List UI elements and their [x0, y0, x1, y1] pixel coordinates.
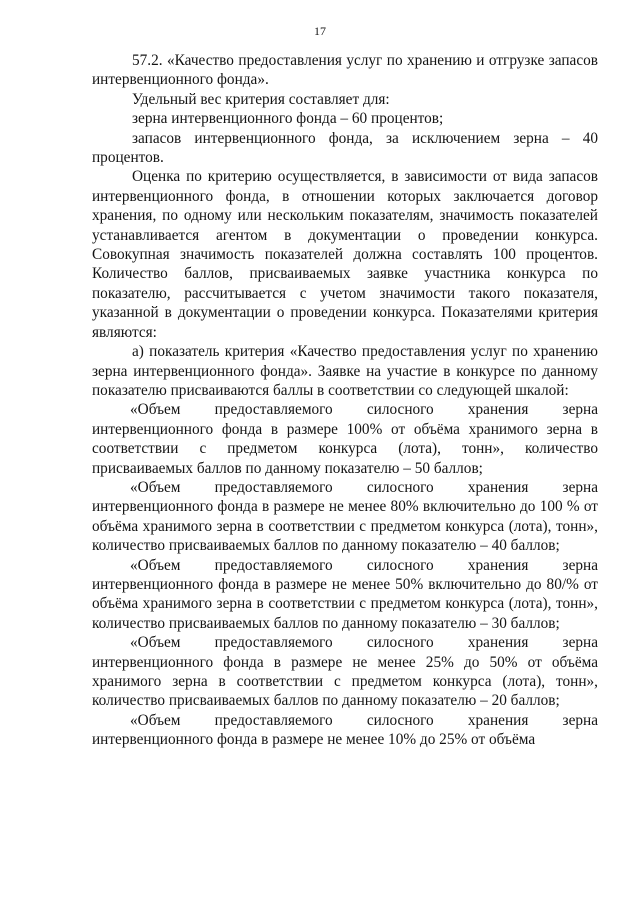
criterion-weight-grain: зерна интервенционного фонда – 60 процентов;	[132, 110, 444, 128]
indicator-a-paragraph: а) показатель критерия «Качество предоставления услуг по хранению зерна интервенционного фонда». Заявке на участие в конкурсе по данному показателю присваиваются баллы в соответствии со следующей шкалой:	[92, 343, 598, 399]
scale-item-50: «Объем предоставляемого силосного хранения зерна интервенционного фонда в размере не менее 50% включительно до 80/% от объёма хранимого зерна в соответствии с предметом конкурса (лота), тонн», количество присваиваемых баллов по данному показателю – 30 баллов;	[92, 556, 598, 632]
scale-item-10: «Объем предоставляемого силосного хранения зерна интервенционного фонда в размере не менее 10% до 25% от объёма	[92, 711, 598, 749]
scale-item-100: «Объем предоставляемого силосного хранения зерна интервенционного фонда в размере 100% от объёма хранимого зерна в соответствии с предметом конкурса (лота), тонн», количество присваиваемых баллов по данному показателю – 50 баллов;	[92, 401, 598, 477]
criterion-weight-intro: Удельный вес критерия составляет для:	[132, 90, 390, 108]
scale-item-80: «Объем предоставляемого силосного хранения зерна интервенционного фонда в размере не менее 80% включительно до 100 % от объёма хранимого зерна в соответствии с предметом конкурса (лота), тонн», количество присваиваемых баллов по данному показателю – 40 баллов;	[92, 478, 598, 555]
criterion-weight-other-stocks: запасов интервенционного фонда, за исключением зерна – 40 процентов.	[92, 129, 598, 167]
document-body	[92, 47, 598, 750]
section-heading-57-2: 57.2. «Качество предоставления услуг по хранению и отгрузке запасов интервенционного фонда».	[92, 52, 598, 89]
page-number: 17	[314, 24, 326, 38]
evaluation-paragraph: Оценка по критерию осуществляется, в зависимости от вида запасов интервенционного фонда, в отношении которых заключается договор хранения, по одному или нескольким показателям, значимость показателей устанавливается агентом в документации о проведении конкурса. Совокупная значимость показателей должна составлять 100 процентов. Количество баллов, присваиваемых заявке участника конкурса по показателю, рассчитывается с учетом значимости такого показателя, указанной в документации о проведении конкурса. Показателями критерия являются:	[92, 168, 598, 341]
scale-item-25: «Объем предоставляемого силосного хранения зерна интервенционного фонда в размере не менее 25% до 50% от объёма хранимого зерна в соответствии с предметом конкурса (лота), тонн», количество присваиваемых баллов по данному показателю – 20 баллов;	[92, 634, 598, 710]
